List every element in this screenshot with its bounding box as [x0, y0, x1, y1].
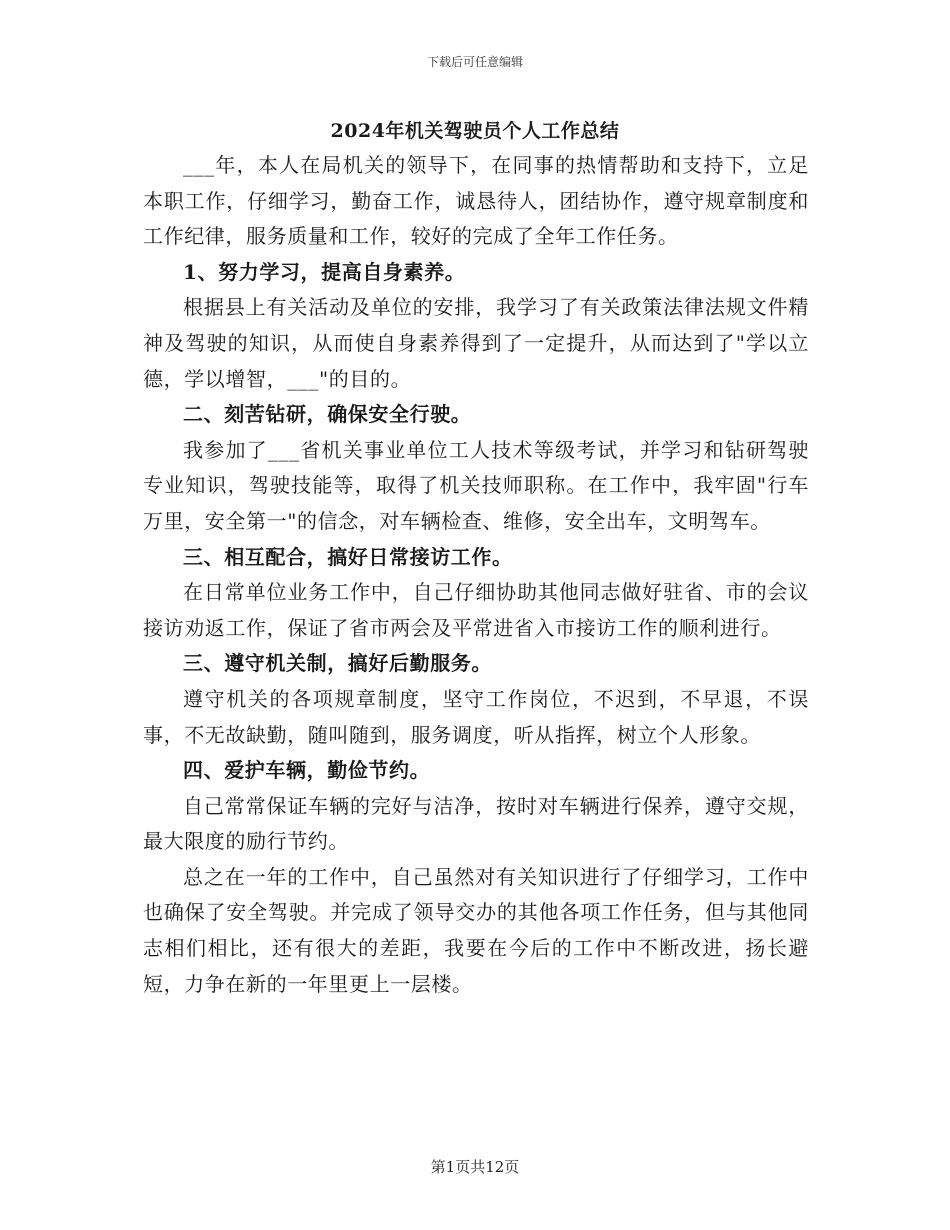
conclusion-paragraph: 总之在一年的工作中，自己虽然对有关知识进行了仔细学习，工作中也确保了安全驾驶。并完成了领导交办的其他各项工作任务，但与其他同志相们相比，还有很大的差距，我要在今后的工作中不断改进，扬长避短，力争在新的一年里更上一层楼。: [143, 864, 809, 996]
header-note: 下载后可任意编辑: [426, 55, 523, 69]
section-heading-safety: 二、刻苦钻研，确保安全行驶。: [183, 402, 472, 427]
document-title: 2024年机关驾驶员个人工作总结: [330, 120, 620, 142]
intro-paragraph: ___年，本人在局机关的领导下，在同事的热情帮助和支持下，立足本职工作，仔细学习，勤奋工作，诚恳待人，团结协作，遵守规章制度和工作纪律，服务质量和工作，较好的完成了全年工作任务。: [143, 153, 809, 249]
section-paragraph-study: 根据县上有关活动及单位的安排，我学习了有关政策法律法规文件精神及驾驶的知识，从而使自身素养得到了一定提升，从而达到了"学以立德，学以增智，___"的目的。: [143, 295, 809, 391]
section-paragraph-rules: 遵守机关的各项规章制度，坚守工作岗位，不迟到，不早退，不误事，不无故缺勤，随叫随到，服务调度，听从指挥，树立个人形象。: [143, 686, 809, 747]
section-paragraph-safety: 我参加了___省机关事业单位工人技术等级考试，并学习和钻研驾驶专业知识，驾驶技能等，取得了机关技师职称。在工作中，我牢固"行车万里，安全第一"的信念，对车辆检查、维修，安全出车，文明驾车。: [143, 437, 809, 533]
document-body: [143, 148, 809, 1002]
section-heading-vehicles: 四、爱护车辆，勤俭节约。: [183, 758, 431, 783]
page-footer: 第1页共12页: [430, 1158, 520, 1176]
section-paragraph-reception: 在日常单位业务工作中，自己仔细协助其他同志做好驻省、市的会议接访劝返工作，保证了省市两会及平常进省入市接访工作的顺利进行。: [143, 580, 809, 640]
section-paragraph-vehicles: 自己常常保证车辆的完好与洁净，按时对车辆进行保养，遵守交规，最大限度的励行节约。: [143, 793, 809, 854]
section-heading-rules: 三、遵守机关制，搞好后勤服务。: [183, 651, 492, 676]
section-heading-study: 1、努力学习，提高自身素养。: [183, 259, 466, 284]
section-heading-reception: 三、相互配合，搞好日常接访工作。: [183, 544, 513, 569]
